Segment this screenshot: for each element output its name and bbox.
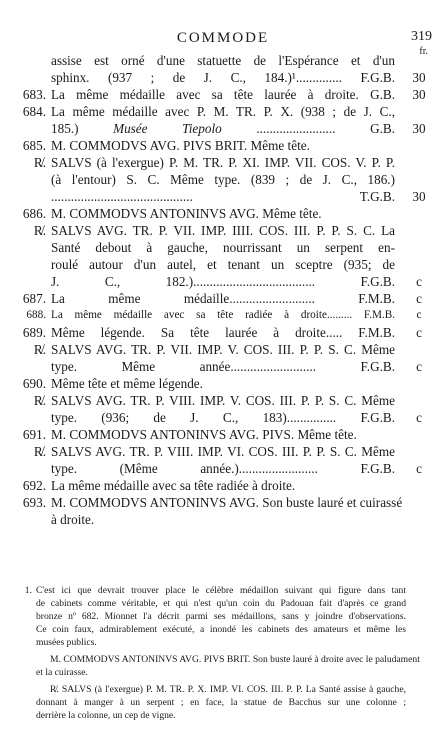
entry-text: ........................................... T.G.B. bbox=[51, 189, 395, 204]
entry-line bbox=[0, 460, 446, 477]
entry-text: type. Même année.......................... F.G.B. bbox=[51, 359, 395, 374]
entry-number: 687. bbox=[22, 291, 46, 306]
entry-text: type. (936; de J. C., 183)............... F.G.B. bbox=[51, 410, 395, 425]
collection-name: Musée Tiepolo bbox=[113, 121, 222, 136]
entry-text: sphinx. (937 ; de J. C., 184.)¹.............. F.G.B. bbox=[51, 70, 395, 85]
entry-text: (à l'entour) S. C. Même type. (839 ; de J. C., 186.) bbox=[51, 172, 395, 187]
entry-line bbox=[0, 477, 446, 494]
entry-line bbox=[0, 426, 446, 443]
entry-value: 30 bbox=[412, 70, 426, 85]
entry-number bbox=[0, 171, 51, 188]
footnote-line bbox=[0, 653, 446, 666]
footnote-line bbox=[0, 610, 446, 623]
entry-number bbox=[0, 256, 51, 273]
entry-text: Santé debout à gauche, nourrissant un serpent en- bbox=[51, 240, 395, 255]
value-unit-label: fr. bbox=[419, 46, 428, 57]
footnote-text: bronze nº 682. Mionnet l'a décrit parmi ses médaillons, sans y joindre d'observations. bbox=[36, 611, 406, 622]
entry-line bbox=[0, 52, 446, 69]
entry-value: c bbox=[416, 359, 422, 374]
entry-number bbox=[0, 358, 51, 375]
entry-value bbox=[395, 494, 443, 511]
entry-text: M. COMMODVS ANTONINVS AVG. Son buste lauré et cuirassé bbox=[51, 495, 403, 510]
entry-value bbox=[395, 171, 443, 188]
running-head-title: COMMODE bbox=[176, 30, 270, 46]
entry-line bbox=[0, 205, 446, 222]
footnote-line bbox=[0, 709, 446, 722]
entry-text: SALVS AVG. TR. P. VII. IMP. IIII. COS. III. P. P. S. C. La bbox=[51, 223, 395, 238]
entry-line bbox=[0, 409, 446, 426]
entry-line bbox=[0, 137, 446, 154]
footnote-line bbox=[0, 584, 446, 597]
entry-value bbox=[395, 341, 443, 358]
entry-text: La même médaille avec sa tête laurée à droite. G.B. bbox=[51, 87, 395, 102]
entry-line bbox=[0, 222, 446, 239]
entry-text: SALVS AVG. TR. P. VII. IMP. V. COS. III. P. P. S. C. Même bbox=[51, 342, 395, 357]
entry-line bbox=[0, 392, 446, 409]
footnote-line bbox=[0, 666, 446, 679]
entry-number bbox=[0, 460, 51, 477]
entry-value: 30 bbox=[412, 121, 426, 136]
entry-line bbox=[0, 324, 446, 341]
footnote-text: de cabinets comme véritable, et qui n'est qu'un coin du Padouan fait d'après ce grand bbox=[36, 598, 406, 609]
footnotes bbox=[0, 584, 446, 722]
entry-value: c bbox=[416, 309, 422, 321]
footnote-marker bbox=[0, 683, 36, 696]
entry-value bbox=[395, 477, 443, 494]
entry-line bbox=[0, 341, 446, 358]
entry-value bbox=[395, 222, 443, 239]
footnote-marker bbox=[0, 709, 36, 722]
footnote-text: et la cuirasse. bbox=[36, 667, 88, 678]
catalogue-entries bbox=[0, 52, 446, 528]
entry-text: Même tête et même légende. bbox=[51, 376, 203, 391]
entry-number bbox=[0, 273, 51, 290]
entry-number bbox=[0, 188, 51, 205]
entry-number: R̸. bbox=[33, 223, 46, 238]
entry-number bbox=[0, 239, 51, 256]
entry-number: 683. bbox=[22, 87, 46, 102]
footnote-marker bbox=[0, 636, 36, 649]
entry-line bbox=[0, 307, 446, 324]
entry-text: Même légende. Sa tête laurée à droite..... F.M.B. bbox=[51, 325, 395, 340]
entry-number bbox=[0, 69, 51, 86]
entry-value: c bbox=[416, 325, 422, 340]
entry-number: 685. bbox=[22, 138, 46, 153]
footnote-marker bbox=[0, 653, 36, 666]
entry-number: R̸. bbox=[33, 393, 46, 408]
entry-text: SALVS (à l'exergue) P. M. TR. P. XI. IMP. VII. COS. V. P. P. bbox=[51, 155, 395, 170]
entry-number: 690. bbox=[22, 376, 46, 391]
entry-text: M. COMMODVS ANTONINVS AVG. Même tête. bbox=[51, 206, 322, 221]
entry-value: c bbox=[416, 410, 422, 425]
footnote-line bbox=[0, 696, 446, 709]
entry-number: 693. bbox=[22, 495, 46, 510]
entry-text: roulé autour d'un autel, et tenant un sceptre (935; de bbox=[51, 257, 395, 272]
footnote-text: M. COMMODVS ANTONINVS AVG. PIVS BRIT. Son buste lauré à droite avec le paludament bbox=[50, 654, 420, 665]
entry-value bbox=[395, 239, 443, 256]
entry-line bbox=[0, 120, 446, 137]
entry-line bbox=[0, 239, 446, 256]
entry-value bbox=[395, 137, 443, 154]
entry-number bbox=[0, 409, 51, 426]
entry-value: c bbox=[416, 291, 422, 306]
page-number: 319 bbox=[411, 29, 432, 44]
entry-number: R̸. bbox=[33, 444, 46, 459]
entry-text: La même médaille avec sa tête radiée à droite. bbox=[51, 478, 296, 493]
footnote-marker bbox=[0, 696, 36, 709]
entry-number: 691. bbox=[22, 427, 46, 442]
entry-text bbox=[51, 120, 395, 137]
entry-line bbox=[0, 375, 446, 392]
footnote-line bbox=[0, 597, 446, 610]
entry-value bbox=[395, 154, 443, 171]
footnote-marker bbox=[0, 666, 36, 679]
footnote-marker bbox=[0, 610, 36, 623]
entry-number: R̸. bbox=[33, 155, 46, 170]
entry-number bbox=[0, 52, 51, 69]
footnote-line bbox=[0, 683, 446, 696]
entry-value bbox=[395, 205, 443, 222]
entry-line bbox=[0, 273, 446, 290]
footnote-marker bbox=[0, 597, 36, 610]
footnote-text: derrière la colonne, un cep de vigne. bbox=[36, 710, 176, 721]
entry-line bbox=[0, 86, 446, 103]
entry-number: 688. bbox=[26, 309, 46, 321]
footnote-text: Ce coin faux, admirablement exécuté, a inondé les cabinets des amateurs et même les bbox=[36, 624, 406, 635]
entry-text: La même médaille avec P. M. TR. P. X. (938 ; de J. C., bbox=[51, 104, 395, 119]
entry-value: c bbox=[416, 461, 422, 476]
entry-line bbox=[0, 358, 446, 375]
entry-text: assise est orné d'une statuette de l'Espérance et d'un bbox=[51, 53, 395, 68]
entry-line bbox=[0, 171, 446, 188]
entry-text-part: ........................ G.B. bbox=[221, 121, 395, 136]
entry-value bbox=[395, 375, 443, 392]
entry-number: 692. bbox=[22, 478, 46, 493]
entry-value bbox=[395, 103, 443, 120]
entry-number: 686. bbox=[22, 206, 46, 221]
entry-value: c bbox=[416, 274, 422, 289]
entry-text: type. (Même année.)........................ F.G.B. bbox=[51, 461, 395, 476]
entry-text: M. COMMODVS AVG. PIVS BRIT. Même tête. bbox=[51, 138, 310, 153]
entry-value: 30 bbox=[412, 189, 426, 204]
entry-value bbox=[395, 426, 443, 443]
footnote-text: C'est ici que devrait trouver place le célèbre médaillon suivant qui figure dans tant bbox=[36, 585, 406, 596]
entry-text: J. C., 182.)..................................... F.G.B. bbox=[51, 274, 395, 289]
footnote-text: donnant à manger à un serpent ; en face, la statue de Bacchus sur une colonne ; bbox=[36, 697, 406, 708]
entry-value bbox=[395, 52, 443, 69]
entry-value bbox=[395, 511, 443, 528]
entry-number: R̸. bbox=[33, 342, 46, 357]
entry-line bbox=[0, 69, 446, 86]
footnote-text: musées publics. bbox=[36, 637, 97, 648]
entry-text: SALVS AVG. TR. P. VIII. IMP. V. COS. III. P. P. S. C. Même bbox=[51, 393, 395, 408]
entry-text: à droite. bbox=[51, 512, 95, 527]
entry-line bbox=[0, 290, 446, 307]
entry-number: 684. bbox=[22, 104, 46, 119]
entry-text: SALVS AVG. TR. P. VIII. IMP. VI. COS. III. P. P. S. C. Même bbox=[51, 444, 395, 459]
footnote-marker: 1. bbox=[24, 585, 32, 596]
entry-line bbox=[0, 494, 446, 511]
entry-line bbox=[0, 256, 446, 273]
entry-number: 689. bbox=[22, 325, 46, 340]
entry-value: 30 bbox=[412, 87, 426, 102]
entry-value bbox=[395, 392, 443, 409]
footnote-line bbox=[0, 636, 446, 649]
entry-number bbox=[0, 511, 51, 528]
entry-value bbox=[395, 443, 443, 460]
entry-text: La même médaille.......................... F.M.B. bbox=[51, 291, 395, 306]
footnote-text: R̸. SALVS (à l'exergue) P. M. TR. P. X. IMP. VI. COS. III. P. P. La Santé assise à gauche, bbox=[50, 684, 406, 695]
footnote-line bbox=[0, 623, 446, 636]
entry-line bbox=[0, 188, 446, 205]
entry-line bbox=[0, 511, 446, 528]
entry-line bbox=[0, 103, 446, 120]
entry-line bbox=[0, 154, 446, 171]
entry-text: M. COMMODVS ANTONINVS AVG. PIVS. Même tête. bbox=[51, 427, 357, 442]
entry-line bbox=[0, 443, 446, 460]
entry-value bbox=[395, 256, 443, 273]
entry-text-part: 185.) bbox=[51, 121, 114, 136]
entry-text: La même médaille avec sa tête radiée à droite......... F.M.B. bbox=[51, 309, 395, 321]
entry-number bbox=[0, 120, 51, 137]
footnote-marker bbox=[0, 623, 36, 636]
